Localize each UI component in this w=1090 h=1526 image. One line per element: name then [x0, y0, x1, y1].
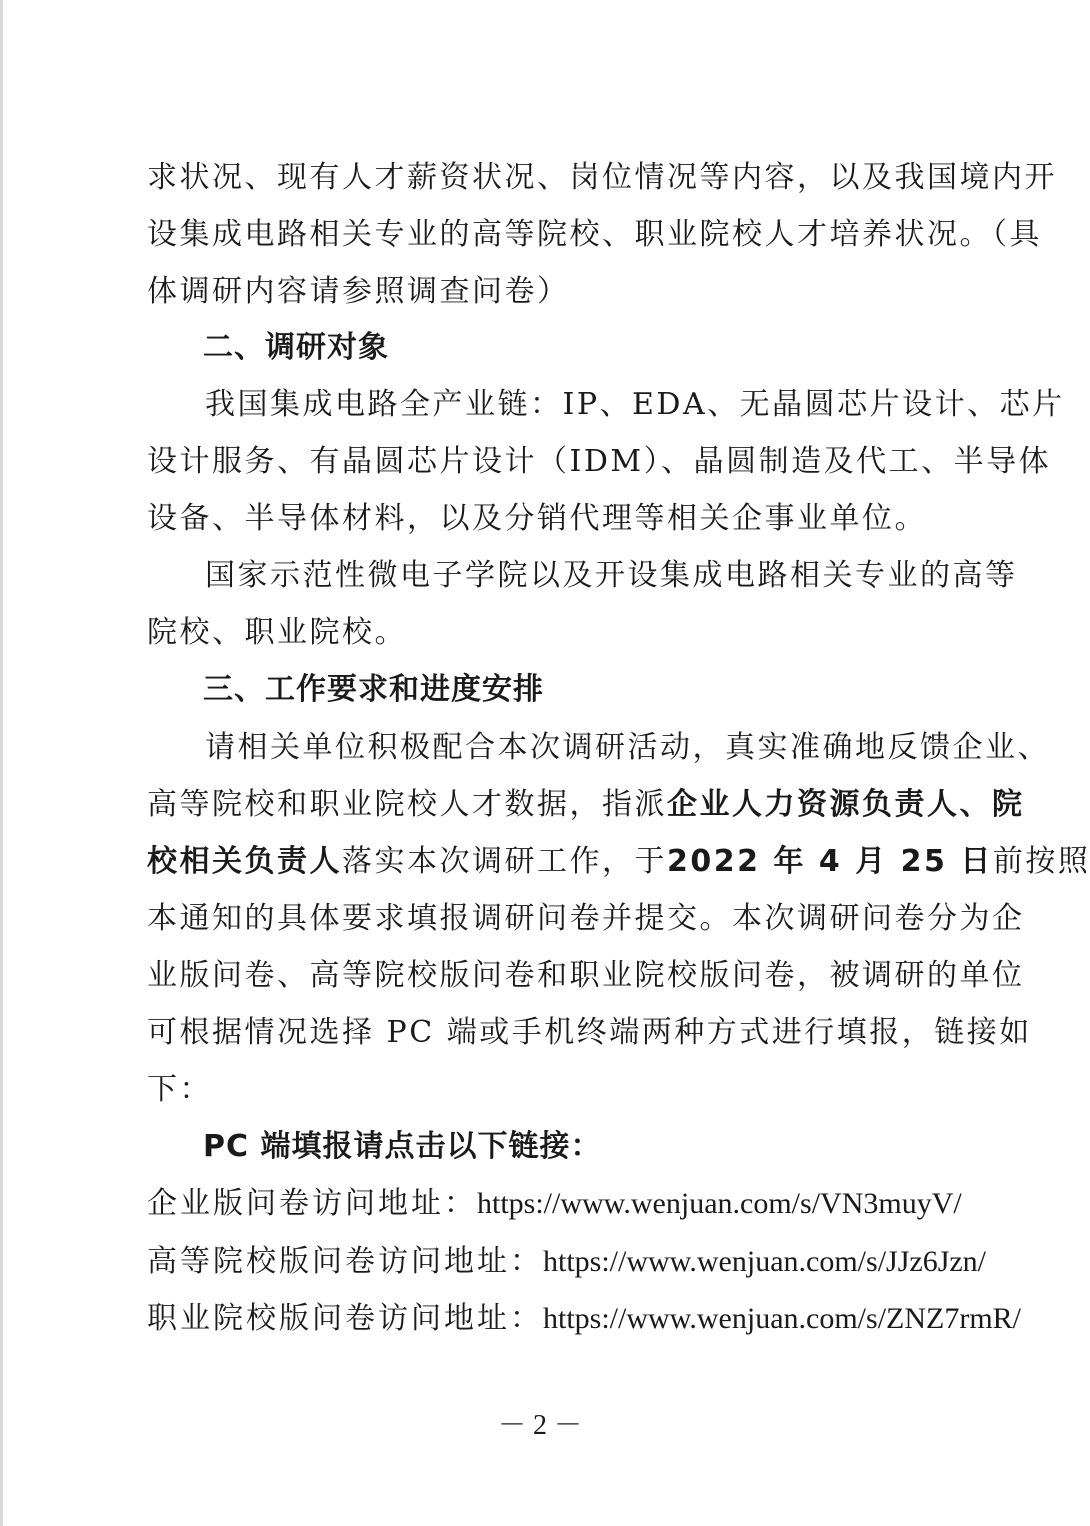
paragraph-line: 下： [147, 1072, 212, 1107]
survey-link[interactable]: https://www.wenjuan.com/s/ZNZ7rmR/ [543, 1302, 1022, 1335]
paragraph-line: 请相关单位积极配合本次调研活动，真实准确地反馈企业、 [205, 730, 1050, 765]
paragraph-line: 国家示范性微电子学院以及开设集成电路相关专业的高等 [205, 558, 1018, 593]
survey-link[interactable]: https://www.wenjuan.com/s/JJz6Jzn/ [543, 1245, 987, 1278]
link-row-vocational [147, 1297, 1022, 1341]
paragraph-line: 我国集成电路全产业链：IP、EDA、无晶圆芯片设计、芯片 [205, 387, 1065, 422]
section-heading-3: 三、工作要求和进度安排 [203, 672, 544, 707]
paragraph-line: 设计服务、有晶圆芯片设计（IDM）、晶圆制造及代工、半导体 [147, 444, 1052, 479]
paragraph-line: 本通知的具体要求填报调研问卷并提交。本次调研问卷分为企 [147, 901, 1025, 936]
paragraph-line: 体调研内容请参照调查问卷） [147, 274, 570, 309]
page-number: － 2 － [497, 1410, 582, 1441]
paragraph-line: 设备、半导体材料，以及分销代理等相关企事业单位。 [147, 501, 927, 536]
bold-text: 企业人力资源负责人、院 [667, 787, 1025, 822]
text-span: 前按照 [992, 844, 1090, 879]
link-row-university [147, 1240, 987, 1284]
section-heading-2: 二、调研对象 [203, 330, 389, 365]
paragraph-line: 设集成电路相关专业的高等院校、职业院校人才培养状况。（具 [147, 217, 1042, 252]
link-row-enterprise [147, 1182, 962, 1226]
bold-text: 校相关负责人 [147, 844, 342, 879]
paragraph-line: 院校、职业院校。 [147, 615, 407, 650]
deadline-date: 2022 年 4 月 25 日 [667, 844, 993, 879]
text-span: 落实本次调研工作，于 [342, 844, 667, 879]
link-label: 职业院校版问卷访问地址： [147, 1301, 543, 1336]
link-label: 高等院校版问卷访问地址： [147, 1244, 543, 1279]
paragraph-line: 求状况、现有人才薪资状况、岗位情况等内容，以及我国境内开 [147, 160, 1057, 195]
paragraph-line: 可根据情况选择 PC 端或手机终端两种方式进行填报，链接如 [147, 1015, 1032, 1050]
pc-links-heading: PC 端填报请点击以下链接： [203, 1129, 602, 1164]
paragraph-line [147, 840, 1090, 884]
paragraph-line [147, 783, 1025, 827]
survey-link[interactable]: https://www.wenjuan.com/s/VN3muyV/ [477, 1187, 962, 1220]
text-span: 高等院校和职业院校人才数据，指派 [147, 787, 667, 822]
paragraph-line: 业版问卷、高等院校版问卷和职业院校版问卷，被调研的单位 [147, 958, 1025, 993]
link-label: 企业版问卷访问地址： [147, 1186, 477, 1221]
scan-edge [0, 0, 3, 1526]
